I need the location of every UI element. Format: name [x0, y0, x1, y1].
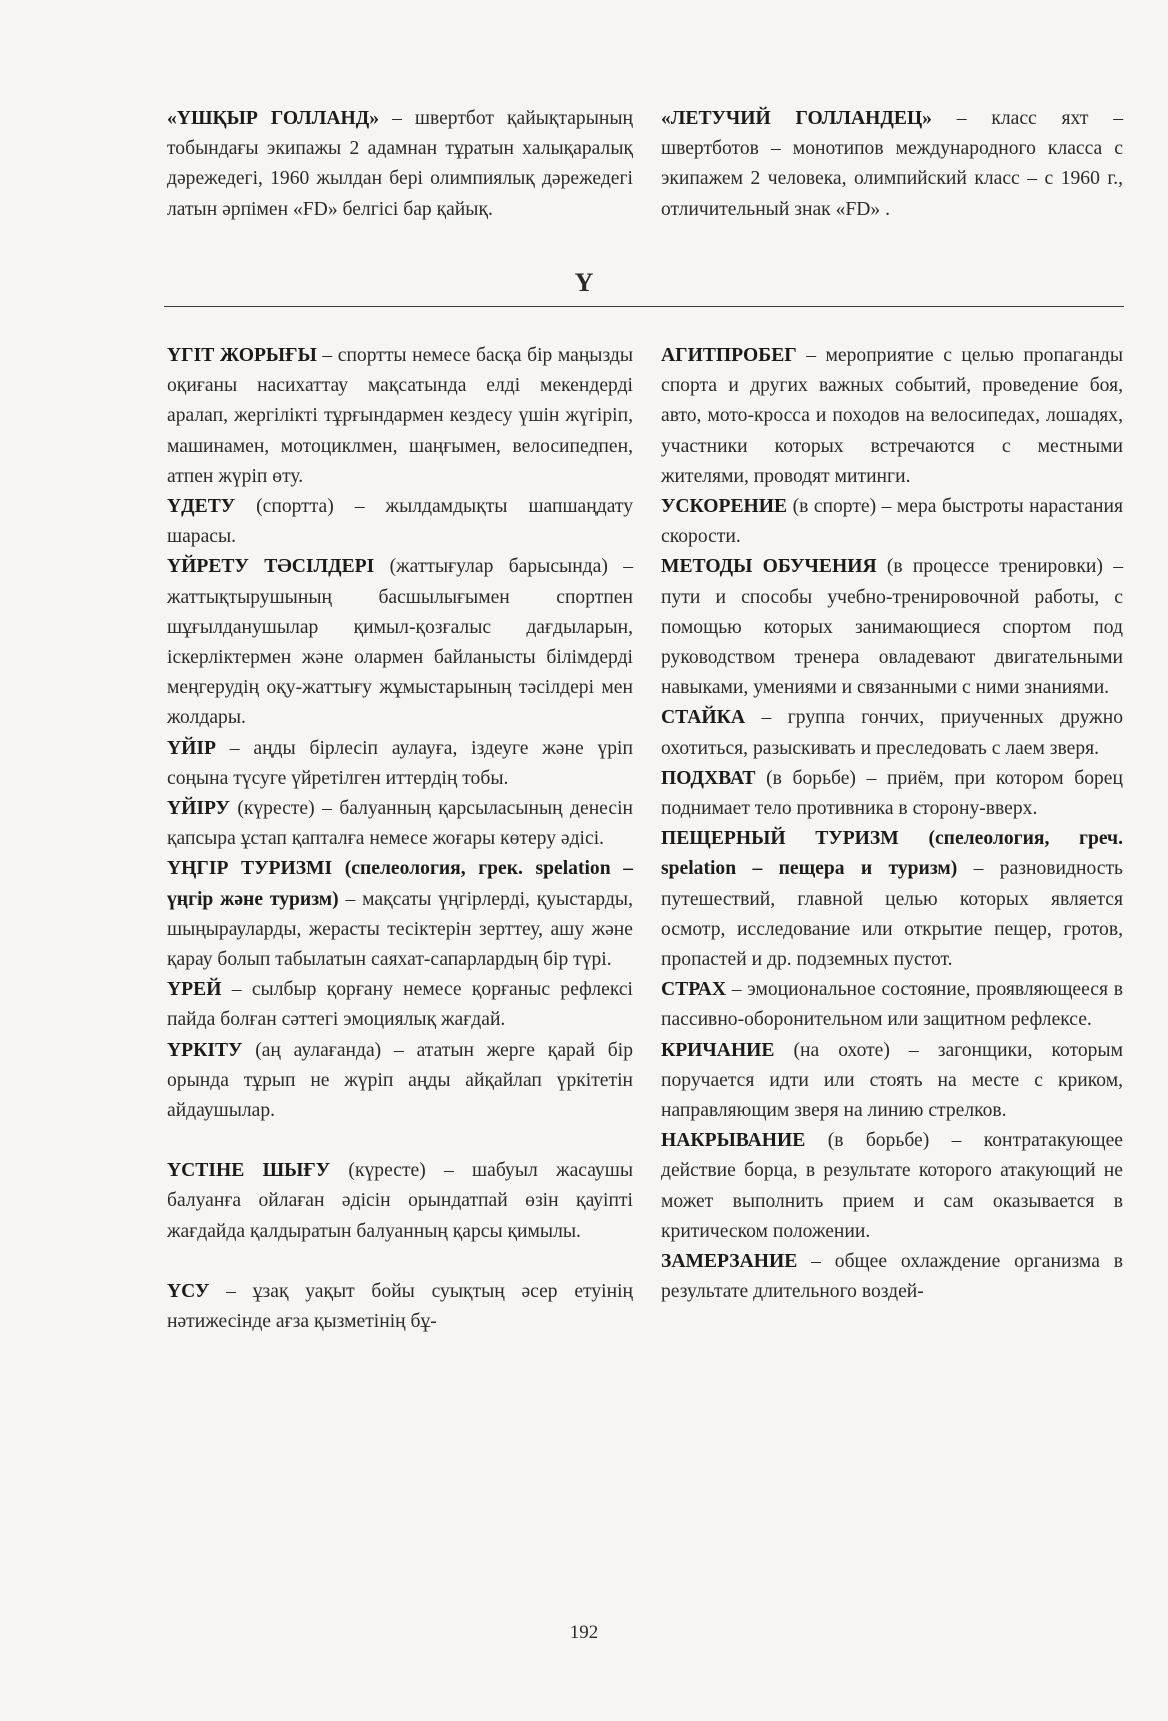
entry-term: КРИЧАНИЕ [661, 1039, 775, 1061]
top-entry-left [167, 104, 633, 225]
entry [661, 104, 1123, 225]
entry-term: ҮЙІРУ [167, 798, 230, 820]
entry-definition: – ұзақ уақыт бойы суықтың әсер етуінің нәтижесінде ағза қызметінің бұ- [167, 1280, 633, 1333]
entry [661, 824, 1123, 975]
entry-definition: – общее охлаждение организма в результате длительного воздей- [661, 1251, 1123, 1303]
entry-term: ҮСУ [167, 1280, 210, 1302]
entry-term: ҮЙРЕТУ ТӘСІЛДЕРІ [167, 556, 375, 578]
entry [167, 341, 633, 492]
entry-term: СТРАХ [661, 979, 726, 1001]
entry [167, 975, 633, 1035]
section-divider-rule [164, 306, 1124, 307]
entry [167, 854, 633, 975]
entry [661, 1126, 1123, 1247]
entry-term: УСКОРЕНИЕ [661, 496, 788, 518]
entry-definition: – спортты немесе басқа бір маңызды оқиғаны насихаттау мақсатында елді мекендерді аралап, жергілікті тұрғындармен кездесу үшін жүгіріп, машинамен, мотоциклмен, шаңғымен, велосипедпен, атпен жүріп өту. [167, 345, 633, 487]
top-entry-right [661, 104, 1123, 225]
entry [661, 764, 1123, 824]
entry [167, 1156, 633, 1247]
entry [661, 1036, 1123, 1127]
entry-term: АГИТПРОБЕГ [661, 345, 797, 366]
section-letter-heading: Ү [574, 268, 594, 297]
entry [167, 1277, 633, 1337]
entry-definition: – аңды бірлесіп аулауға, іздеуге және үріп соңына түсуге үйретілген иттердің тобы. [167, 737, 633, 789]
entry [167, 492, 633, 552]
entry-term: ҮЙІР [167, 737, 216, 759]
entry-definition: (в борьбе) – контратакующее действие борца, в результате которого атакующий не может выполнить прием и сам оказывается в критическом положении. [661, 1130, 1123, 1242]
entry-definition: – мероприятие с целью пропаганды спорта и других важных событий, проведение боя, авто, мото-кросса и походов на велосипедах, лошадях, участники которых встречаются с местными жителями, проводят митинги. [661, 345, 1123, 487]
entry-definition: (в спорте) – мера быстроты нарастания скорости. [661, 496, 1123, 548]
entry [167, 552, 633, 733]
entry-term: ҮСТІНЕ ШЫҒУ [167, 1160, 331, 1182]
entry-term: НАКРЫВАНИЕ [661, 1130, 806, 1152]
entry-term: ҮҢГІР ТУРИЗМІ (спелеология, грек. spelation – үңгір және туризм) [167, 858, 633, 910]
entry-definition: (в процессе тренировки) – пути и способы учебно-тренировочной работы, с помощью которых занимающиеся спортом под руководством тренера овладевают двигательными навыками, умениями и связанными с ними знаниями. [661, 556, 1123, 699]
entry-definition: (жаттығулар барысында) – жаттықтырушының басшылығымен спортпен шұғылданушылар қимыл-қозғалыс дағдыларын, іскерліктермен және олармен байланысты білімдерді меңгерудің оқу-жаттығу жұмыстарының тәсілдері мен жолдары. [167, 556, 633, 729]
entry-definition: – сылбыр қорғану немесе қорғаныс рефлексі пайда болған сәттегі эмоциялық жағдай. [167, 979, 633, 1031]
entry-definition: (аң аулағанда) – ататын жерге қарай бір орында тұрып не жүріп аңды айқайлап үркітетін айдаушылар. [167, 1039, 633, 1122]
entry-definition: – группа гончих, приученных дружно охотиться, разыскивать и преследовать с лаем зверя. [661, 707, 1123, 759]
entry-definition: (күресте) – шабуыл жасаушы балуанға ойлаған әдісін орындатпай өзін қауіпті жағдайда қалдыратын балуанның қарсы қимылы. [167, 1160, 633, 1242]
entry-term: ҮГІТ ЖОРЫҒЫ [167, 345, 317, 366]
entry [167, 104, 633, 225]
entry-definition: (в борьбе) – приём, при котором борец поднимает тело противника в сторону-вверх. [661, 767, 1123, 820]
entry [661, 341, 1123, 492]
entry-term: МЕТОДЫ ОБУЧЕНИЯ [661, 556, 877, 578]
entry [167, 794, 633, 854]
entry-term: «ҮШҚЫР ГОЛЛАНД» [167, 108, 380, 129]
kazakh-column [167, 341, 633, 1337]
entry-definition: (спортта) – жылдамдықты шапшаңдату шарасы. [167, 496, 633, 548]
entry-definition: – разновидность путешествий, главной целью которых является осмотр, исследование или открытие пещер, гротов, пропастей и др. подземных пустот. [661, 858, 1123, 971]
entry-term: СТАЙКА [661, 707, 745, 729]
entry-definition: – класс яхт – швертботов – монотипов международного класса с экипажем 2 человека, олимпийский класс – с 1960 г., отличительный знак «FD» . [661, 108, 1123, 220]
entry-term: ПЕЩЕРНЫЙ ТУРИЗМ (спелеология, греч. spelation – пещера и туризм) [661, 828, 1123, 880]
entry-term: ПОДХВАТ [661, 767, 756, 789]
entry-term: «ЛЕТУЧИЙ ГОЛЛАНДЕЦ» [661, 108, 932, 129]
entry [661, 552, 1123, 703]
entry-definition: – мақсаты үңгірлерді, қуыстарды, шыңырауларды, жерасты тесіктерін зерттеу, ашу және қарау болып табылатын саяхат-сапарлардың бір түрі. [167, 888, 633, 971]
entry-definition: – швертбот қайықтарының тобындағы экипажы 2 адамнан тұратын халықаралық дәрежедегі, 1960 жылдан бері олимпиялық дәрежедегі латын әрпімен «FD» белгісі бар қайық. [167, 108, 633, 220]
entry-definition: – эмоциональное состояние, проявляющееся в пассивно-оборонительном или защитном рефлексе. [661, 979, 1123, 1031]
entry [167, 1036, 633, 1127]
entry-term: ҮРЕЙ [167, 979, 222, 1001]
entry [661, 492, 1123, 552]
russian-column [661, 341, 1123, 1308]
entry-definition: (на охоте) – загонщики, которым поручается идти или стоять на месте с криком, направляющим зверя на линию стрелков. [661, 1039, 1123, 1122]
page-number: 192 [569, 1622, 599, 1643]
entry-term: ЗАМЕРЗАНИЕ [661, 1251, 798, 1273]
entry-term: ҮРКІТУ [167, 1039, 243, 1061]
entry [167, 734, 633, 794]
entry [661, 1247, 1123, 1307]
entry [661, 975, 1123, 1035]
entry-term: ҮДЕТУ [167, 496, 236, 518]
entry [661, 703, 1123, 763]
entry-definition: (күресте) – балуанның қарсыласының денесін қапсыра ұстап қапталға немесе жоғары көтеру әдісі. [167, 798, 633, 850]
